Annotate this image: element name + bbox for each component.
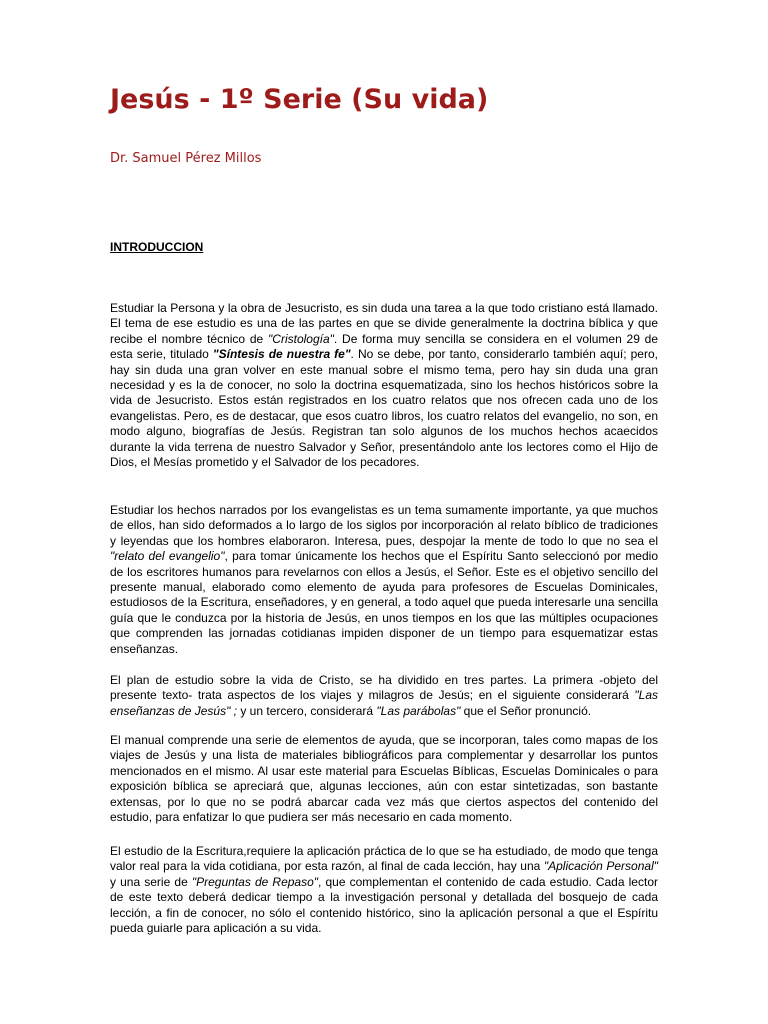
- paragraph-text: . De forma muy sencilla se considera en el volumen 29 de esta serie, titulado: [110, 331, 659, 362]
- paragraph-text: El manual comprende una serie de elementos de ayuda, que se incorporan, tales como mapas de los viajes de Jesús y una lista de materiales bibliográficos para complementar y desarrollar los puntos mencionados en el mismo. Al usar este material para Escuelas Bíblicas, Escuelas Dominicales o para exposición bíblica se apreciará que, algunas lecciones, aún con estar sintetizadas, son bastante extensas, por lo que no se podrá abarcar cada vez más que ciertos aspectos del contenido del estudio, para enfatizar lo que pudiera ser más necesario en cada momento.: [110, 733, 658, 825]
- paragraph-emphasis: "Las enseñanzas de Jesús" ;: [110, 688, 658, 718]
- paragraph-text: , que complementan el contenido de cada estudio. Cada lector de este texto deberá dedicar tiempo a la investigación personal y detallada del bosquejo de cada lección, a fin de conocer, no sólo el contenido histórico, sino la aplicación personal a que el Espíritu pueda guiarle para aplicación a su vida.: [110, 874, 658, 936]
- paragraph-emphasis: "Aplicación Personal": [543, 859, 658, 874]
- paragraph-text: , para tomar únicamente los hechos que el Espíritu Santo seleccionó por medio de los escritores humanos para revelarnos con ellos a Jesús, el Señor. Este es el objetivo sencillo del presente manual, elaborado como elemento de ayuda para profesores de Escuelas Dominicales, estudiosos de la Escritura, enseñadores, y en general, a todo aquel que pueda interesarle una sencilla guía que le conduzca por la historia de Jesús, en unos tiempos en los que las múltiples ocupaciones que comprenden las jornadas cotidianas impiden disponer de un tiempo para esquematizar estas enseñanzas.: [110, 549, 658, 656]
- paragraph-text: Estudiar la Persona y la obra de Jesucristo, es sin duda una tarea a la que todo cristiano está llamado. El tema de ese estudio es una de las partes en que se divide generalmente la doctrina bíblica y que recibe el nombre técnico de: [110, 301, 658, 346]
- paragraph-text: El estudio de la Escritura,requiere la aplicación práctica de lo que se ha estudiado, de modo que tenga valor real para la vida cotidiana, por esta razón, al final de cada lección, hay una: [110, 844, 658, 874]
- paragraph-text: . No se debe, por tanto, considerarlo también aquí; pero, hay sin duda una gran volver en este manual sobre el mismo tema, pero hay sin duda una gran necesidad y es la de conocer, no solo la doctrina esquematizada, sino los hechos históricos sobre la vida de Jesucristo. Estos están registrados en los cuatro relatos que nos ofrecen cada uno de los evangelistas. Pero, es de destacar, que esos cuatro libros, los cuatro relatos del evangelio, no son, en modo alguno, biografías de Jesús. Registran tan solo algunos de los muchos hechos acaecidos durante la vida terrena de nuestro Salvador y Señor, presentándolo ante los lectores como el Hijo de Dios, el Mesías prometido y el Salvador de los pecadores.: [110, 347, 658, 470]
- paragraph-emphasis: "Preguntas de Repaso": [191, 874, 319, 889]
- paragraph-2: [110, 503, 658, 657]
- section-heading: INTRODUCCION: [110, 240, 204, 254]
- document-title: Jesús - 1º Serie (Su vida): [110, 84, 489, 115]
- paragraph-text: que el Señor pronunció.: [460, 703, 592, 718]
- paragraph-emphasis: "relato del evangelio": [110, 549, 225, 564]
- paragraph-emphasis: "Cristología": [268, 331, 334, 346]
- paragraph-1: [110, 301, 658, 470]
- paragraph-3: [110, 673, 658, 719]
- paragraph-text: y una serie de: [110, 874, 192, 889]
- paragraph-emphasis: "Las parábolas": [376, 703, 461, 718]
- paragraph-text: El plan de estudio sobre la vida de Cristo, se ha dividido en tres partes. La primera -objeto del presente texto- trata aspectos de los viajes y milagros de Jesús; en el siguiente considerará: [110, 673, 658, 703]
- paragraph-emphasis: "Síntesis de nuestra fe": [212, 347, 351, 362]
- paragraph-text: y un tercero, considerará: [237, 703, 377, 718]
- paragraph-5: [110, 844, 658, 936]
- document-author: Dr. Samuel Pérez Millos: [110, 151, 262, 166]
- paragraph-text: Estudiar los hechos narrados por los evangelistas es un tema sumamente importante, ya que muchos de ellos, han sido deformados a lo largo de los siglos por incorporación al relato bíblico de tradiciones y leyendas que los hombres elaboraron. Interesa, pues, despojar la mente de todo lo que no sea el: [110, 503, 658, 548]
- paragraph-4: [110, 733, 658, 825]
